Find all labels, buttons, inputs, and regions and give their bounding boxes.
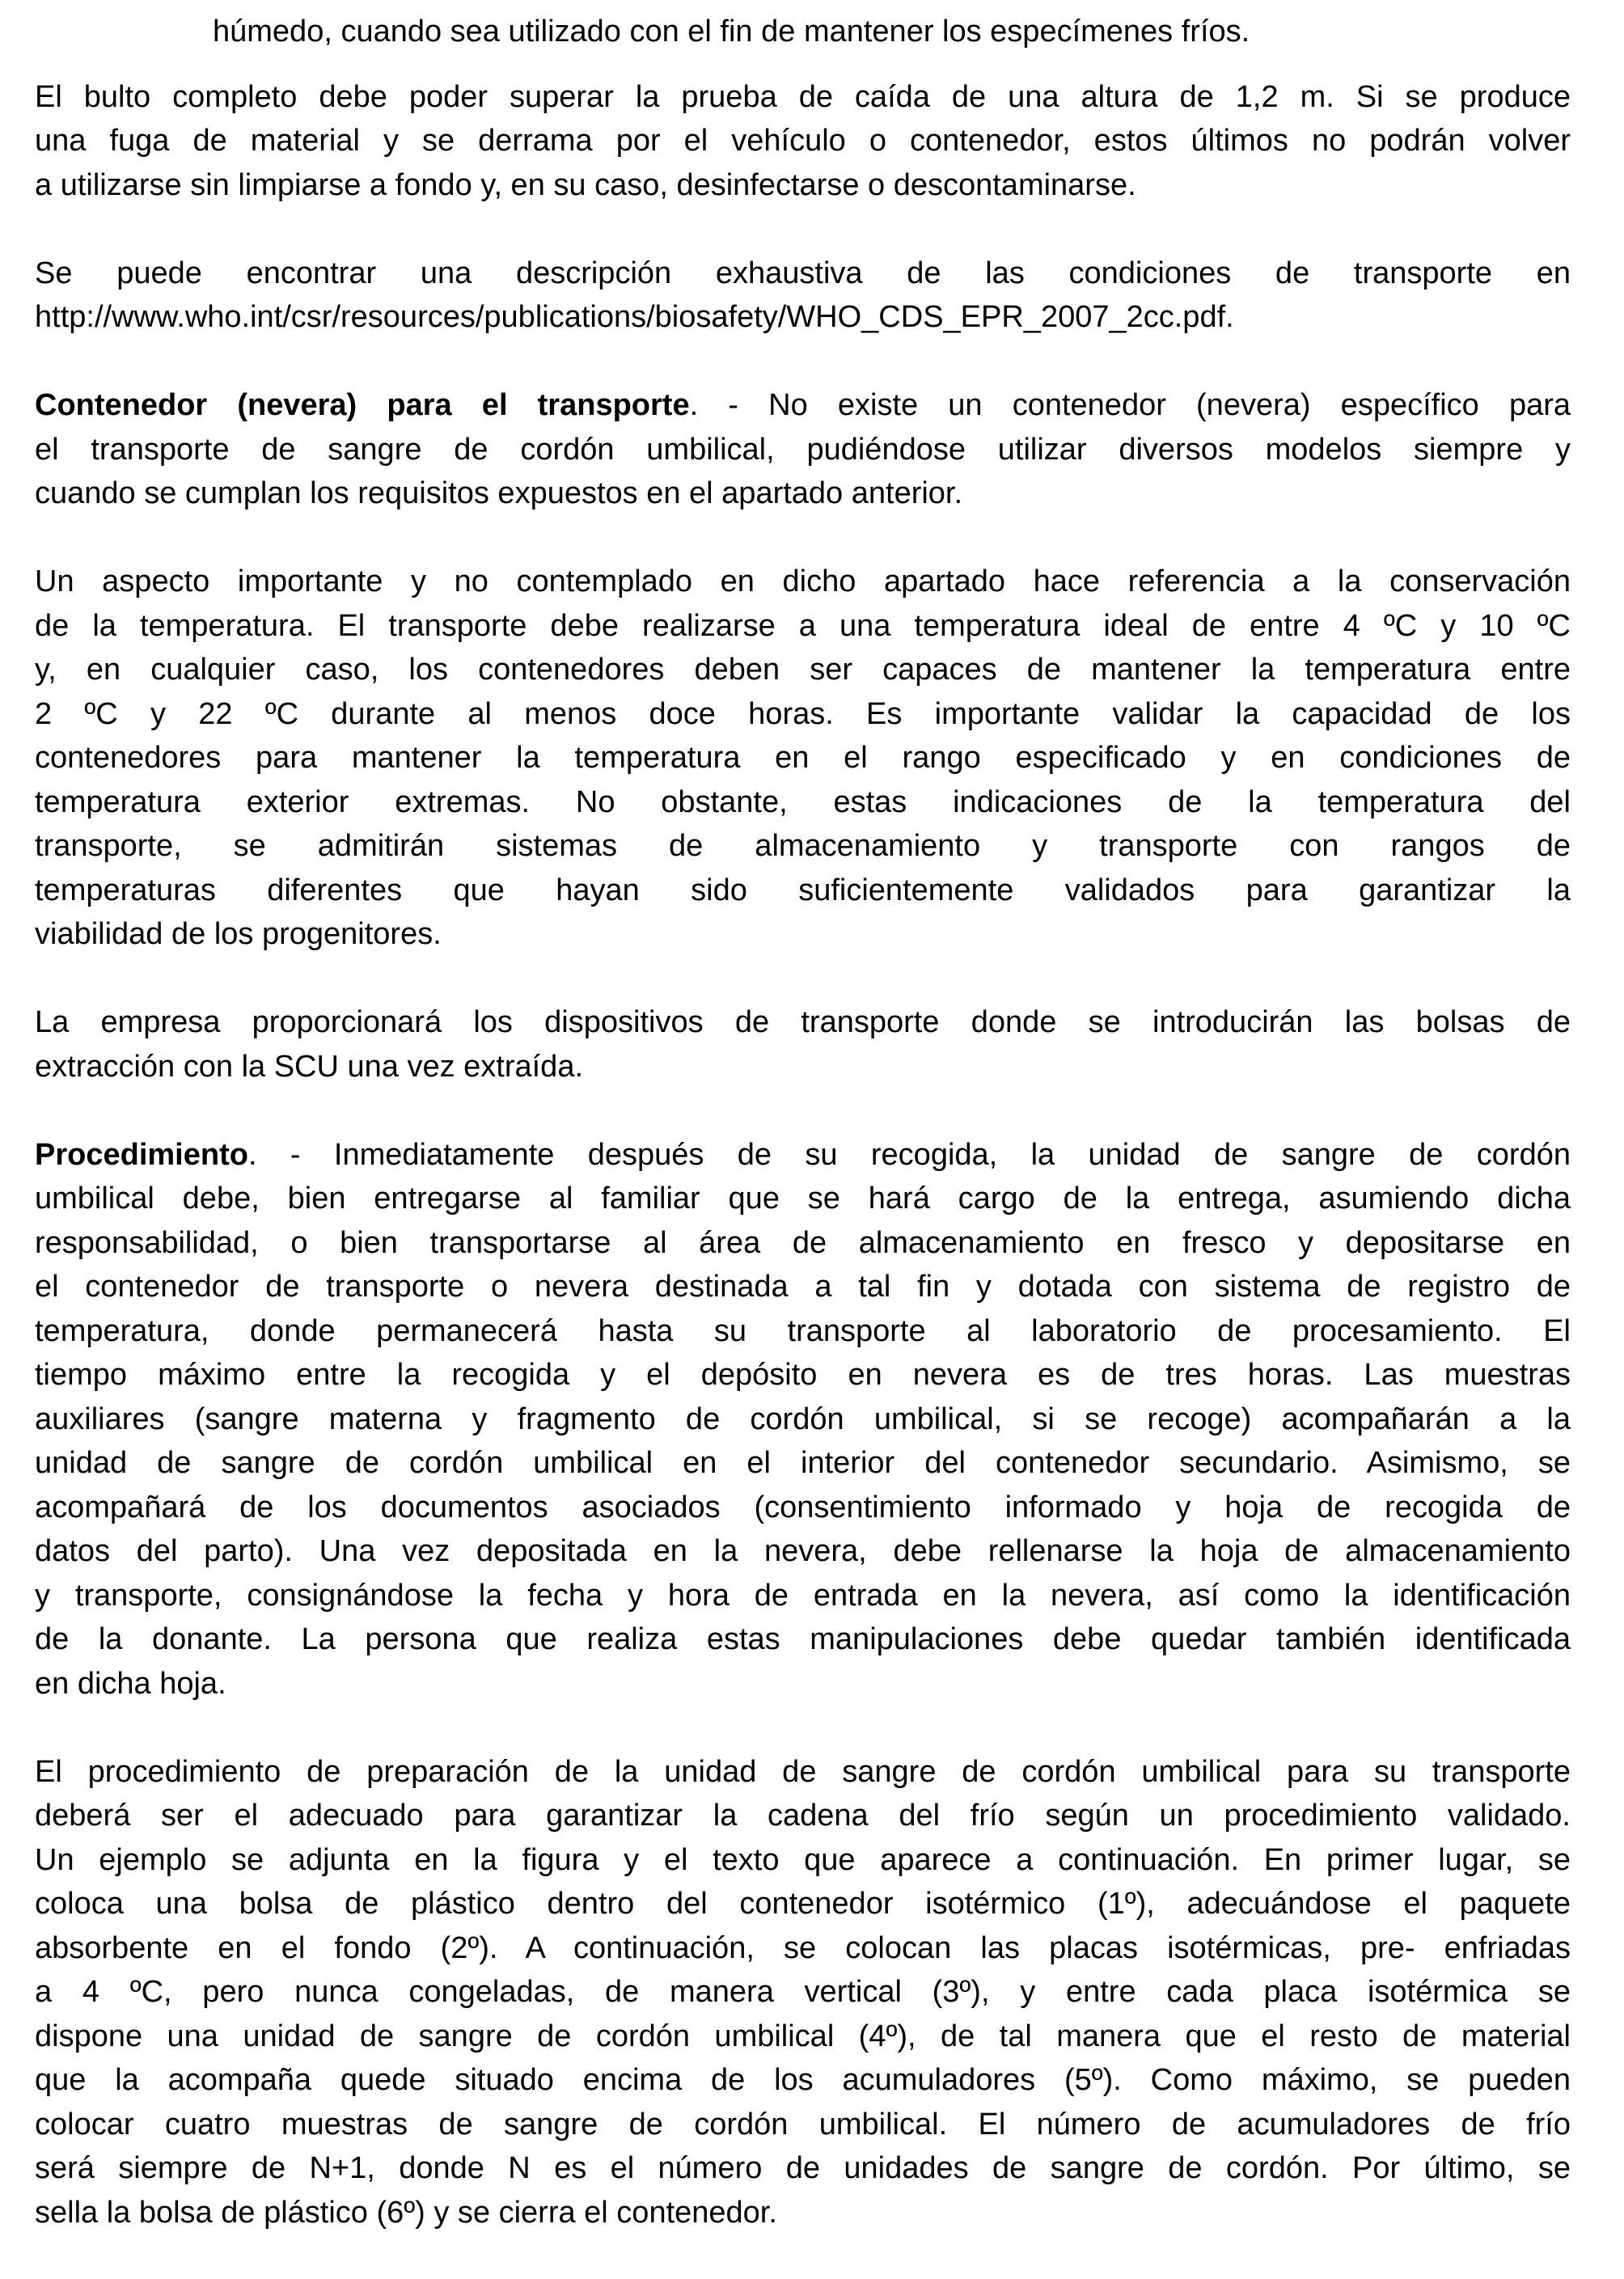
text-line: [35, 780, 1571, 825]
line-text: deberá ser el adecuado para garantizar la cadena del frío según un procedimiento validado.: [35, 1799, 1571, 1833]
text-line: [35, 1486, 1571, 1530]
line-text: a 4 ºC, pero nunca congeladas, de manera vertical (3º), y entre cada placa isotérmica se: [35, 1975, 1571, 2009]
text-line: [35, 1133, 1571, 1178]
text-line: [35, 1265, 1571, 1309]
line-text: dispone una unidad de sangre de cordón umbilical (4º), de tal manera que el resto de material: [35, 2019, 1571, 2053]
paragraph: [35, 75, 1571, 208]
line-text: cuando se cumplan los requisitos expuestos en el apartado anterior.: [35, 476, 963, 510]
text-line: [35, 648, 1571, 692]
line-text: transporte, se admitirán sistemas de almacenamiento y transporte con rangos de: [35, 829, 1571, 863]
line-text: . - No existe un contenedor (nevera) específico para: [689, 388, 1571, 422]
text-line: [35, 295, 1571, 340]
text-line: [35, 252, 1571, 296]
paragraph: [35, 1000, 1571, 1089]
line-text: y, en cualquier caso, los contenedores deben ser capaces de mantener la temperatura entre: [35, 653, 1571, 687]
line-text: temperaturas diferentes que hayan sido suficientemente validados para garantizar la: [35, 873, 1571, 907]
text-line: [35, 2058, 1571, 2103]
line-text: el transporte de sangre de cordón umbilical, pudiéndose utilizar diversos modelos siempre y: [35, 432, 1571, 467]
line-text: http://www.who.int/csr/resources/publications/biosafety/WHO_CDS_EPR_2007_2cc.pdf.: [35, 300, 1234, 334]
line-text: absorbente en el fondo (2º). A continuación, se colocan las placas isotérmicas, pre- enfriadas: [35, 1930, 1571, 1965]
line-text: en dicha hoja.: [35, 1666, 226, 1701]
line-text: El bulto completo debe poder superar la prueba de caída de una altura de 1,2 m. Si se produce: [35, 79, 1571, 114]
line-text: una fuga de material y se derrama por el vehículo o contenedor, estos últimos no podrán volver: [35, 124, 1571, 158]
text-line: [35, 1529, 1571, 1574]
text-line: [35, 1309, 1571, 1354]
line-text: y transporte, consignándose la fecha y hora de entrada en la nevera, así como la identificación: [35, 1578, 1571, 1613]
line-text: húmedo, cuando sea utilizado con el fin de mantener los especímenes fríos.: [213, 15, 1250, 49]
paragraph: [35, 560, 1571, 957]
paragraph: [35, 252, 1571, 340]
text-line: [35, 1926, 1571, 1971]
paragraph: [35, 1133, 1571, 1706]
line-text: Un aspecto importante y no contemplado en dicho apartado hace referencia a la conservación: [35, 564, 1571, 598]
text-line: [35, 1045, 1571, 1089]
text-line: [35, 1397, 1571, 1442]
text-line: [35, 1441, 1571, 1486]
line-text: sella la bolsa de plástico (6º) y se cierra el contenedor.: [35, 2195, 777, 2230]
text-line: [35, 1177, 1571, 1221]
line-text: El procedimiento de preparación de la unidad de sangre de cordón umbilical para su transporte: [35, 1754, 1571, 1789]
line-text: temperatura, donde permanecerá hasta su transporte al laboratorio de procesamiento. El: [35, 1313, 1571, 1348]
text-line: [35, 1353, 1571, 1397]
text-line: [35, 736, 1571, 780]
line-text: el contenedor de transporte o nevera destinada a tal fin y dotada con sistema de registro de: [35, 1270, 1571, 1304]
line-text: viabilidad de los progenitores.: [35, 917, 442, 951]
paragraph: [35, 383, 1571, 516]
line-text: auxiliares (sangre materna y fragmento de cordón umbilical, si se recoge) acompañarán a la: [35, 1402, 1571, 1436]
line-text: La empresa proporcionará los dispositivos de transporte donde se introducirán las bolsas de: [35, 1005, 1571, 1039]
line-text: umbilical debe, bien entregarse al familiar que se hará cargo de la entrega, asumiendo dicha: [35, 1182, 1571, 1216]
line-text: a utilizarse sin limpiarse a fondo y, en su caso, desinfectarse o descontaminarse.: [35, 167, 1136, 202]
text-line: [35, 1221, 1571, 1266]
line-text: coloca una bolsa de plástico dentro del contenedor isotérmico (1º), adecuándose el paquete: [35, 1887, 1571, 1921]
line-text: extracción con la SCU una vez extraída.: [35, 1049, 584, 1084]
section-heading: Procedimiento: [35, 1137, 248, 1172]
paragraph: [35, 1750, 1571, 2235]
line-text: temperatura exterior extremas. No obstante, estas indicaciones de la temperatura del: [35, 784, 1571, 819]
text-line: [35, 2146, 1571, 2191]
text-line: [35, 869, 1571, 913]
line-text: contenedores para mantener la temperatura en el rango especificado y en condiciones de: [35, 741, 1571, 775]
line-text: tiempo máximo entre la recogida y el depósito en nevera es de tres horas. Las muestras: [35, 1358, 1571, 1392]
line-text: responsabilidad, o bien transportarse al área de almacenamiento en fresco y depositarse en: [35, 1225, 1571, 1260]
text-line: [35, 1882, 1571, 1926]
document-body: [35, 10, 1571, 2279]
text-line: [35, 428, 1571, 472]
text-line: [35, 1574, 1571, 1618]
text-line: [35, 163, 1571, 208]
text-line: [35, 2015, 1571, 2059]
text-line: [35, 1000, 1571, 1045]
text-line: [35, 2191, 1571, 2235]
line-text: colocar cuatro muestras de sangre de cordón umbilical. El número de acumuladores de frío: [35, 2107, 1571, 2142]
text-line: [35, 471, 1571, 516]
text-line: [35, 1662, 1571, 1706]
text-line: [35, 824, 1571, 869]
section-heading: Contenedor (nevera) para el transporte: [35, 388, 690, 422]
line-text: datos del parto). Una vez depositada en la nevera, debe rellenarse la hoja de almacenamiento: [35, 1534, 1571, 1568]
text-line: [35, 912, 1571, 957]
text-line: [35, 1617, 1571, 1662]
text-line: [35, 383, 1571, 428]
text-line: [213, 10, 1571, 54]
text-line: [35, 560, 1571, 604]
text-line: [35, 1970, 1571, 2015]
line-text: que la acompaña quede situado encima de los acumuladores (5º). Como máximo, se pueden: [35, 2063, 1571, 2097]
line-text: de la donante. La persona que realiza estas manipulaciones debe quedar también identificada: [35, 1622, 1571, 1656]
line-text: Un ejemplo se adjunta en la figura y el texto que aparece a continuación. En primer lugar, se: [35, 1842, 1571, 1877]
line-text: será siempre de N+1, donde N es el número de unidades de sangre de cordón. Por último, se: [35, 2151, 1571, 2185]
text-line: [35, 2103, 1571, 2147]
line-text: unidad de sangre de cordón umbilical en el interior del contenedor secundario. Asimismo, se: [35, 1446, 1571, 1480]
line-text: de la temperatura. El transporte debe realizarse a una temperatura ideal de entre 4 ºC y 10 ºC: [35, 608, 1571, 643]
text-line: [35, 604, 1571, 649]
line-text: Se puede encontrar una descripción exhaustiva de las condiciones de transporte en: [35, 256, 1571, 290]
line-text: 2 ºC y 22 ºC durante al menos doce horas. Es importante validar la capacidad de los: [35, 696, 1571, 731]
line-text: acompañará de los documentos asociados (consentimiento informado y hoja de recogida de: [35, 1490, 1571, 1524]
text-line: [35, 119, 1571, 163]
text-line: [35, 692, 1571, 737]
paragraph: [35, 10, 1571, 54]
text-line: [35, 1750, 1571, 1795]
text-line: [35, 75, 1571, 120]
line-text: . - Inmediatamente después de su recogida, la unidad de sangre de cordón: [247, 1137, 1571, 1172]
text-line: [35, 1838, 1571, 1883]
text-line: [35, 1794, 1571, 1838]
